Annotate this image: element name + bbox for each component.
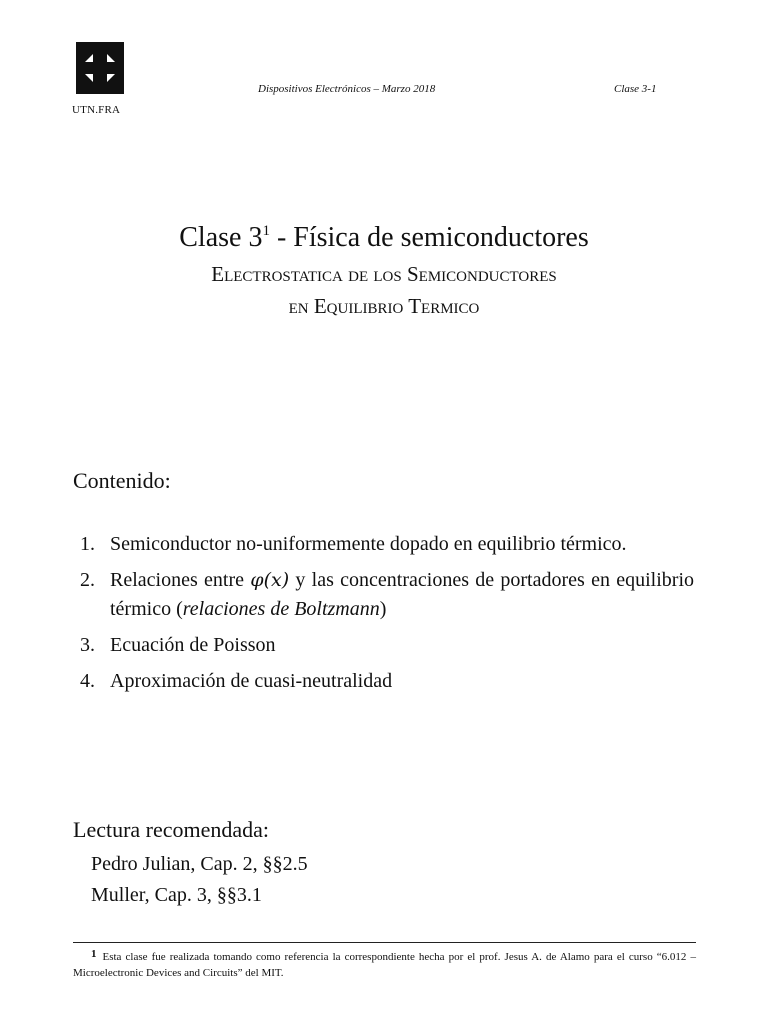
list-text [110, 566, 694, 624]
list-text-pre: Relaciones entre [110, 569, 251, 591]
footnote-divider [73, 942, 696, 943]
footnote-text: Esta clase fue realizada tomando como referencia la correspondiente hecha por el prof. Jesus A. de Alamo para el curso “6.012 – Microelectronic Devices and Circuits” del MIT. [73, 951, 696, 979]
page-title-rest: - Física de semiconductores [269, 222, 589, 253]
list-text-end: ) [379, 598, 387, 620]
reading-item: Pedro Julian, Cap. 2, §§2.5 [91, 853, 308, 875]
subtitle-line-2: en Equilibrio Termico [288, 294, 480, 318]
list-number: 4. [80, 670, 95, 692]
list-text-post: y las concentraciones de portadores en equilibrio térmico ( [110, 569, 694, 620]
institution-label: UTN.FRA [72, 104, 121, 116]
list-text-italic: relaciones de Boltzmann [182, 598, 380, 620]
list-text: Ecuación de Poisson [110, 634, 276, 656]
list-text: Semiconductor no-uniformemente dopado en equilibrio térmico. [110, 533, 627, 555]
list-number: 2. [80, 569, 95, 591]
utn-logo-icon [72, 40, 128, 96]
page-title [0, 218, 768, 258]
list-item [78, 566, 694, 624]
subtitle-line-1: Electrostatica de los Semiconductores [211, 262, 557, 286]
reading-heading: Lectura recomendada: [73, 817, 270, 842]
list-item [78, 667, 694, 696]
page-identifier: Clase 3-1 [614, 83, 657, 95]
title-block [0, 218, 768, 322]
contents-list [78, 530, 694, 703]
list-text: Aproximación de cuasi-neutralidad [110, 670, 393, 692]
footnote [73, 946, 696, 981]
footnote-mark: 1 [91, 948, 97, 960]
list-item [78, 631, 694, 660]
contents-heading: Contenido: [73, 468, 171, 493]
list-item [78, 530, 694, 559]
footnote-reference[interactable]: 1 [262, 223, 270, 239]
course-header: Dispositivos Electrónicos – Marzo 2018 [258, 83, 436, 95]
list-number: 3. [80, 634, 95, 656]
page-title-text: Clase 3 [179, 222, 263, 253]
math-phi-x: φ(x) [250, 569, 290, 591]
list-number: 1. [80, 533, 95, 555]
reading-item: Muller, Cap. 3, §§3.1 [91, 884, 262, 906]
